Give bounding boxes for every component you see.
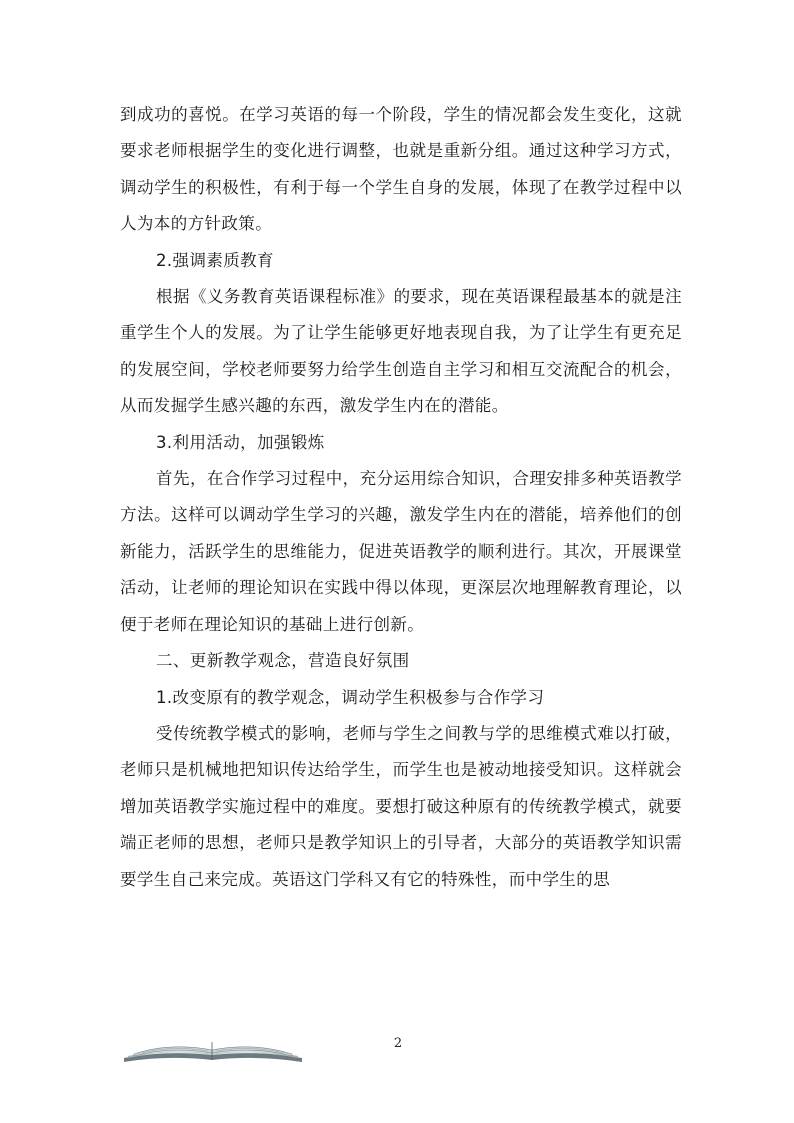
paragraph-continuation: 到成功的喜悦。在学习英语的每一个阶段，学生的情况都会发生变化，这就要求老师根据学生的变化进行调整，也就是重新分组。通过这种学习方式，调动学生的积极性，有利于每一个学生自身的发展，体现了在教学过程中以人为本的方针政策。 [120, 105, 682, 234]
paragraph-curriculum-standard: 根据《义务教育英语课程标准》的要求，现在英语课程最基本的就是注重学生个人的发展。为了让学生能够更好地表现自我，为了让学生有更充足的发展空间，学校老师要努力给学生创造自主学习和相互交流配合的机会，从而发掘学生感兴趣的东西，激发学生内在的潜能。 [120, 287, 682, 416]
subheading-use-activities: 3.利用活动，加强锻炼 [156, 432, 325, 452]
open-book-icon [122, 1036, 304, 1064]
section-heading-update-concepts: 二、更新教学观念，营造良好氛围 [156, 651, 410, 671]
page-footer [0, 1028, 794, 1068]
document-body [120, 97, 682, 898]
subheading-quality-education: 2.强调素质教育 [156, 250, 274, 270]
paragraph-traditional-model: 受传统教学模式的影响，老师与学生之间教与学的思维模式难以打破，老师只是机械地把知识传达给学生，而学生也是被动地接受知识。这样就会增加英语教学实施过程中的难度。要想打破这种原有的传统教学模式，就要端正老师的思想，老师只是教学知识上的引导者，大部分的英语教学知识需要学生自己来完成。英语这门学科又有它的特殊性，而中学生的思 [120, 723, 682, 889]
paragraph-cooperative-learning: 首先，在合作学习过程中，充分运用综合知识，合理安排多种英语教学方法。这样可以调动学生学习的兴趣，激发学生内在的潜能，培养他们的创新能力，活跃学生的思维能力，促进英语教学的顺利进行。其次，开展课堂活动，让老师的理论知识在实践中得以体现，更深层次地理解教育理论，以便于老师在理论知识的基础上进行创新。 [120, 469, 682, 634]
page-number: 2 [393, 1036, 403, 1051]
subheading-change-concepts: 1.改变原有的教学观念，调动学生积极参与合作学习 [156, 687, 545, 707]
